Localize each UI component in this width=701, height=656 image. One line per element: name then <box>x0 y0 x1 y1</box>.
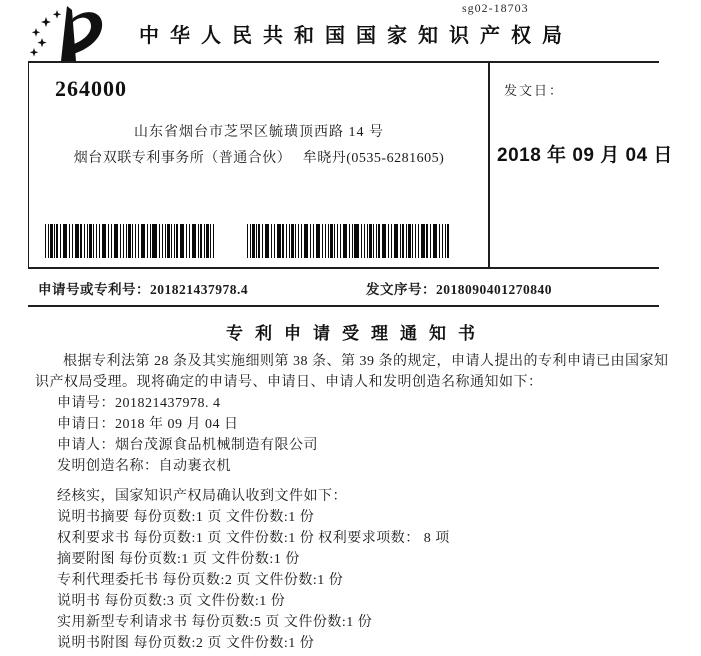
recipient-address: 山东省烟台市芝罘区毓璜顶西路 14 号 <box>134 125 384 140</box>
document-list-item: 权利要求书 每份页数:1 页 文件份数:1 份 权利要求项数： 8 项 <box>57 531 450 546</box>
document-list-item: 摘要附图 每份页数:1 页 文件份数:1 份 <box>57 552 300 567</box>
notice-title: 专利申请受理通知书 <box>226 324 487 343</box>
blank-gap <box>35 477 675 486</box>
document-code: sg02-18703 <box>462 1 529 15</box>
field-label: 发明创造名称： <box>57 459 159 474</box>
field-application-number <box>35 393 675 414</box>
box-bottom-rule <box>28 267 659 269</box>
field-label: 申请人： <box>57 438 115 453</box>
field-label: 申请日： <box>57 417 115 432</box>
field-value: 2018 年 09 月 04 日 <box>115 417 239 432</box>
application-number-value: 201821437978.4 <box>150 282 249 297</box>
serial-number-value: 2018090401270840 <box>436 282 552 297</box>
barcode-application-number <box>45 224 215 258</box>
field-value: 自动裹衣机 <box>158 459 231 474</box>
field-filing-date <box>35 414 675 435</box>
header-rule <box>28 61 659 63</box>
confirmation-intro: 经核实，国家知识产权局确认收到文件如下： <box>57 489 347 504</box>
field-value: 201821437978. 4 <box>115 396 221 411</box>
box-divider <box>488 61 490 269</box>
document-list-item: 实用新型专利请求书 每份页数:5 页 文件份数:1 份 <box>57 615 373 630</box>
application-number-row <box>38 278 248 298</box>
authority-title: 中华人民共和国国家知识产权局 <box>139 25 573 47</box>
application-number-label: 申请号或专利号： <box>38 282 150 297</box>
notice-body <box>35 351 675 654</box>
field-label: 申请号： <box>57 396 115 411</box>
notice-paragraph: 根据专利法第 28 条及其实施细则第 38 条、第 39 条的规定，申请人提出的专利申请已由国家知识产权局受理。现将确定的申请号、申请日、申请人和发明创造名称通知如下： <box>35 354 669 390</box>
document-list-item: 说明书附图 每份页数:2 页 文件份数:1 份 <box>57 636 315 651</box>
box-left-border <box>28 61 29 269</box>
field-value: 烟台茂源食品机械制造有限公司 <box>115 438 318 453</box>
serial-number-row <box>366 278 552 298</box>
barcode-serial-number <box>247 224 449 258</box>
document-list-item: 说明书 每份页数:3 页 文件份数:1 份 <box>57 594 286 609</box>
document-list-item: 专利代理委托书 每份页数:2 页 文件份数:1 份 <box>57 573 344 588</box>
reference-row-rule <box>28 305 659 307</box>
dispatch-date-value: 2018 年 09 月 04 日 <box>497 145 673 166</box>
field-invention-title <box>35 456 675 477</box>
dispatch-date-label: 发文日： <box>504 83 565 98</box>
recipient-agency: 烟台双联专利事务所（普通合伙） 牟晓丹(0535-6281605) <box>73 151 445 166</box>
postal-code: 264000 <box>55 76 127 101</box>
field-applicant <box>35 435 675 456</box>
document-list-item: 说明书摘要 每份页数:1 页 文件份数:1 份 <box>57 510 315 525</box>
serial-number-label: 发文序号： <box>366 282 436 297</box>
